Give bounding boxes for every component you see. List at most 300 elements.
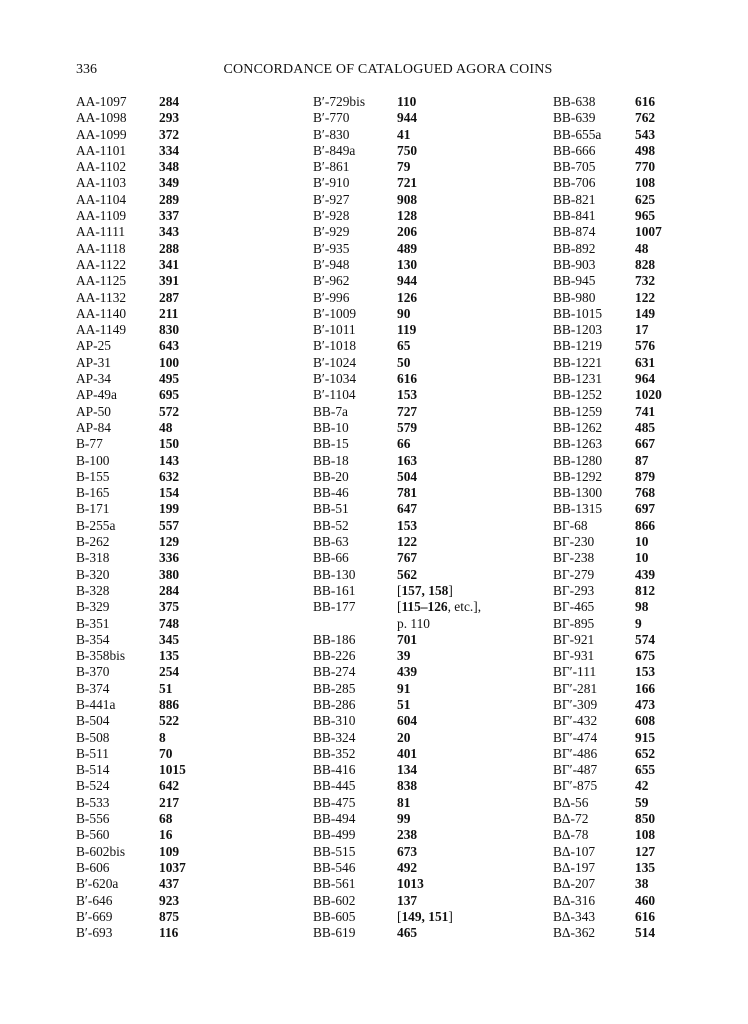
inventory-number: BΓ′-486 <box>553 745 598 761</box>
inventory-number: BB-980 <box>553 289 596 305</box>
catalogue-number: 98 <box>635 599 649 615</box>
catalogue-number: 20 <box>397 729 411 745</box>
catalogue-number: 127 <box>635 843 656 859</box>
catalogue-number: 697 <box>635 501 656 517</box>
catalogue-number: 154 <box>159 485 180 501</box>
catalogue-number: 108 <box>635 175 656 191</box>
inventory-number: BB-821 <box>553 191 596 207</box>
catalogue-number: 632 <box>159 468 180 484</box>
inventory-number: BB-655a <box>553 126 602 142</box>
catalogue-number: 288 <box>159 240 180 256</box>
catalogue-number: 334 <box>159 142 180 158</box>
inventory-number: AA-1140 <box>76 305 127 321</box>
catalogue-number: 498 <box>635 142 656 158</box>
catalogue-number: 348 <box>159 159 180 175</box>
catalogue-number: 767 <box>397 550 418 566</box>
inventory-number: BΓ-68 <box>553 517 588 533</box>
inventory-number: B-100 <box>76 452 110 468</box>
catalogue-number: 349 <box>159 175 180 191</box>
catalogue-number: 108 <box>635 827 656 843</box>
catalogue-number: 254 <box>159 664 180 680</box>
catalogue-number: 375 <box>159 599 180 615</box>
inventory-number: B′-646 <box>76 892 113 908</box>
inventory-number: BB-639 <box>553 110 596 126</box>
inventory-number: BB-1263 <box>553 436 603 452</box>
catalogue-number: 59 <box>635 794 649 810</box>
catalogue-number: 642 <box>159 778 180 794</box>
inventory-number: AA-1104 <box>76 191 127 207</box>
inventory-number: BB-285 <box>313 680 356 696</box>
catalogue-number: 129 <box>159 534 180 550</box>
inventory-number: BΓ-921 <box>553 631 595 647</box>
catalogue-number: 50 <box>397 354 411 370</box>
catalogue-number: 750 <box>397 142 418 158</box>
inventory-number: B′-770 <box>313 110 350 126</box>
inventory-number: AA-1122 <box>76 256 127 272</box>
catalogue-number: 460 <box>635 892 656 908</box>
inventory-number: B′-1009 <box>313 305 357 321</box>
catalogue-number: 284 <box>159 94 180 109</box>
catalogue-number: 439 <box>635 566 656 582</box>
inventory-number: BB-416 <box>313 762 356 778</box>
catalogue-number: 492 <box>397 859 418 875</box>
inventory-number: BB-226 <box>313 648 356 664</box>
inventory-number: BΓ′-281 <box>553 680 598 696</box>
inventory-number: BB-1221 <box>553 354 603 370</box>
inventory-number: BB-1280 <box>553 452 603 468</box>
catalogue-number: 727 <box>397 403 418 419</box>
inventory-number: AA-1103 <box>76 175 127 191</box>
catalogue-number: 673 <box>397 843 418 859</box>
catalogue-number: 886 <box>159 696 180 712</box>
inventory-number: B′-996 <box>313 289 350 305</box>
inventory-number: BΔ-362 <box>553 925 596 941</box>
inventory-number: AA-1101 <box>76 142 127 158</box>
catalogue-number: 16 <box>159 827 173 843</box>
catalogue-number: 616 <box>635 94 656 109</box>
inventory-number: BB-1231 <box>553 371 603 387</box>
inventory-number: BΓ-931 <box>553 648 595 664</box>
catalogue-number: 119 <box>397 322 417 338</box>
inventory-number: BB-475 <box>313 794 356 810</box>
catalogue-number: 1015 <box>159 762 186 778</box>
catalogue-number: 1013 <box>397 876 424 892</box>
catalogue-number: 923 <box>159 892 180 908</box>
inventory-number: BB-841 <box>553 208 596 224</box>
catalogue-number: 944 <box>397 110 418 126</box>
inventory-number: BΔ-343 <box>553 908 596 924</box>
catalogue-number: 401 <box>397 745 418 761</box>
catalogue-number: 81 <box>397 794 411 810</box>
catalogue-number: 100 <box>159 354 180 370</box>
inventory-number: BB-46 <box>313 485 349 501</box>
inventory-number: BΓ′-432 <box>553 713 598 729</box>
inventory-number: BB-602 <box>313 892 356 908</box>
catalogue-number: 1007 <box>635 224 662 240</box>
catalogue-number: 701 <box>397 631 418 647</box>
inventory-number: BΓ-293 <box>553 582 595 598</box>
inventory-number: B-171 <box>76 501 110 517</box>
inventory-number: AA-1098 <box>76 110 127 126</box>
inventory-number: B′-927 <box>313 191 350 207</box>
catalogue-number: 372 <box>159 126 180 142</box>
inventory-number: BΔ-78 <box>553 827 589 843</box>
inventory-number: BΓ-238 <box>553 550 595 566</box>
catalogue-number: 66 <box>397 436 411 452</box>
inventory-number: BB-274 <box>313 664 356 680</box>
catalogue-number: 576 <box>635 338 656 354</box>
inventory-number: BΔ-72 <box>553 811 589 827</box>
inventory-number: BB-903 <box>553 256 596 272</box>
inventory-number: BB-51 <box>313 501 349 517</box>
catalogue-number: 391 <box>159 273 180 289</box>
inventory-number: BB-1015 <box>553 305 603 321</box>
inventory-number: B′-1018 <box>313 338 357 354</box>
inventory-number: BB-18 <box>313 452 349 468</box>
inventory-number: AA-1118 <box>76 240 126 256</box>
inventory-number: BΔ-107 <box>553 843 596 859</box>
catalogue-reference-pre: [ <box>397 582 402 598</box>
catalogue-reference <box>397 599 481 615</box>
catalogue-number: 675 <box>635 648 656 664</box>
inventory-number: B-329 <box>76 599 110 615</box>
inventory-number: B-504 <box>76 713 110 729</box>
catalogue-number: 495 <box>159 371 180 387</box>
catalogue-number: 238 <box>397 827 418 843</box>
inventory-number: BB-20 <box>313 468 349 484</box>
catalogue-number: 153 <box>397 517 418 533</box>
inventory-number: BB-499 <box>313 827 356 843</box>
inventory-number: BΓ-465 <box>553 599 595 615</box>
catalogue-number: 135 <box>635 859 656 875</box>
inventory-number: BB-7a <box>313 403 348 419</box>
catalogue-number: 343 <box>159 224 180 240</box>
catalogue-number: 122 <box>397 534 418 550</box>
catalogue-number: 473 <box>635 696 656 712</box>
catalogue-number: 110 <box>397 94 417 109</box>
catalogue-number: 70 <box>159 745 173 761</box>
catalogue-number: 90 <box>397 305 411 321</box>
inventory-number: BB-1315 <box>553 501 603 517</box>
inventory-number: AA-1099 <box>76 126 127 142</box>
catalogue-number: 42 <box>635 778 649 794</box>
inventory-number: B-556 <box>76 811 110 827</box>
catalogue-number: 908 <box>397 191 418 207</box>
inventory-number: BΓ′-111 <box>553 664 597 680</box>
inventory-number: BB-177 <box>313 599 356 615</box>
catalogue-number: 437 <box>159 876 180 892</box>
inventory-number: BB-561 <box>313 876 356 892</box>
catalogue-number: 38 <box>635 876 649 892</box>
inventory-number: B-358bis <box>76 648 126 664</box>
catalogue-number: 879 <box>635 468 656 484</box>
inventory-number: BB-1252 <box>553 387 603 403</box>
catalogue-number: 199 <box>159 501 180 517</box>
catalogue-number: 485 <box>635 419 656 435</box>
catalogue-number: 748 <box>159 615 180 631</box>
catalogue-number: 380 <box>159 566 180 582</box>
catalogue-number: 91 <box>397 680 411 696</box>
catalogue-number: 217 <box>159 794 180 810</box>
inventory-number: BB-10 <box>313 419 349 435</box>
catalogue-reference-pre: [ <box>397 599 402 615</box>
inventory-number: BB-494 <box>313 811 356 827</box>
inventory-number: AP-84 <box>76 419 111 435</box>
catalogue-number: 439 <box>397 664 418 680</box>
inventory-number: B-165 <box>76 485 110 501</box>
catalogue-number: 625 <box>635 191 656 207</box>
catalogue-number: 875 <box>159 908 180 924</box>
catalogue-number: 643 <box>159 338 180 354</box>
catalogue-number: 579 <box>397 419 418 435</box>
inventory-number: BΓ-279 <box>553 566 595 582</box>
inventory-number: B′-1104 <box>313 387 356 403</box>
inventory-number: BB-892 <box>553 240 596 256</box>
inventory-number: B-441a <box>76 696 116 712</box>
inventory-number: B′-948 <box>313 256 350 272</box>
catalogue-reference-post: ] <box>448 908 453 924</box>
inventory-number: B′-1011 <box>313 322 356 338</box>
inventory-number: B-351 <box>76 615 110 631</box>
inventory-number: BB-15 <box>313 436 349 452</box>
inventory-number: B-77 <box>76 436 103 452</box>
inventory-number: BB-666 <box>553 142 596 158</box>
catalogue-number: 1020 <box>635 387 662 403</box>
catalogue-number: 838 <box>397 778 418 794</box>
catalogue-number: 762 <box>635 110 656 126</box>
catalogue-number: 345 <box>159 631 180 647</box>
inventory-number: AA-1102 <box>76 159 127 175</box>
inventory-number: AP-50 <box>76 403 111 419</box>
inventory-number: BB-1203 <box>553 322 603 338</box>
catalogue-number: 65 <box>397 338 411 354</box>
catalogue-number: 17 <box>635 322 649 338</box>
catalogue-number: 79 <box>397 159 411 175</box>
catalogue-reference-post: , etc.], <box>447 599 482 615</box>
inventory-number: BB-1259 <box>553 403 603 419</box>
catalogue-reference <box>397 909 453 925</box>
catalogue-number: 695 <box>159 387 180 403</box>
inventory-number: AA-1132 <box>76 289 127 305</box>
catalogue-number: 150 <box>159 436 180 452</box>
inventory-number: B-155 <box>76 468 110 484</box>
inventory-number: AP-25 <box>76 338 111 354</box>
catalogue-number: 39 <box>397 648 411 664</box>
inventory-number: BB-63 <box>313 534 349 550</box>
catalogue-number: 647 <box>397 501 418 517</box>
catalogue-number: 87 <box>635 452 649 468</box>
inventory-number: BΔ-197 <box>553 859 596 875</box>
catalogue-number: 135 <box>159 648 180 664</box>
catalogue-number: 337 <box>159 208 180 224</box>
inventory-number: BB-619 <box>313 925 356 941</box>
page-header <box>76 62 672 82</box>
catalogue-number: 830 <box>159 322 180 338</box>
catalogue-number: 336 <box>159 550 180 566</box>
catalogue-reference-bold: 157, 158 <box>401 582 449 598</box>
catalogue-reference <box>397 583 453 599</box>
catalogue-number: 293 <box>159 110 180 126</box>
catalogue-number: 574 <box>635 631 656 647</box>
catalogue-number: 143 <box>159 452 180 468</box>
inventory-number: B-606 <box>76 859 110 875</box>
catalogue-number: 667 <box>635 436 656 452</box>
catalogue-number: 964 <box>635 371 656 387</box>
inventory-number: BΓ′-487 <box>553 762 598 778</box>
catalogue-number: 122 <box>635 289 656 305</box>
inventory-number: B′-935 <box>313 240 350 256</box>
inventory-number: B′-929 <box>313 224 350 240</box>
inventory-number: B-374 <box>76 680 110 696</box>
inventory-number: B-370 <box>76 664 110 680</box>
inventory-number: B-320 <box>76 566 110 582</box>
catalogue-number: 741 <box>635 403 656 419</box>
inventory-number: B′-1024 <box>313 354 357 370</box>
inventory-number: BB-1219 <box>553 338 603 354</box>
inventory-number: B′-962 <box>313 273 350 289</box>
catalogue-number: 504 <box>397 468 418 484</box>
catalogue-number: 68 <box>159 811 173 827</box>
inventory-number: B-560 <box>76 827 110 843</box>
catalogue-number: 48 <box>635 240 649 256</box>
catalogue-number: 48 <box>159 419 173 435</box>
catalogue-number: 944 <box>397 273 418 289</box>
running-title: CONCORDANCE OF CATALOGUED AGORA COINS <box>223 62 553 77</box>
inventory-number: BB-638 <box>553 94 596 109</box>
inventory-number: BB-705 <box>553 159 596 175</box>
catalogue-number: 163 <box>397 452 418 468</box>
inventory-number: BB-130 <box>313 566 356 582</box>
catalogue-number: 572 <box>159 403 180 419</box>
catalogue-number: 341 <box>159 256 180 272</box>
catalogue-number: 604 <box>397 713 418 729</box>
inventory-number: B-533 <box>76 794 110 810</box>
catalogue-number: 608 <box>635 713 656 729</box>
inventory-number: BB-445 <box>313 778 356 794</box>
catalogue-number: 287 <box>159 289 180 305</box>
catalogue-number: 10 <box>635 550 649 566</box>
inventory-number: BB-515 <box>313 843 356 859</box>
catalogue-number: 770 <box>635 159 656 175</box>
catalogue-number: 166 <box>635 680 656 696</box>
inventory-number: BΔ-316 <box>553 892 596 908</box>
inventory-number: BΓ-895 <box>553 615 595 631</box>
catalogue-number: 557 <box>159 517 180 533</box>
catalogue-number: 109 <box>159 843 180 859</box>
catalogue-reference-pre: [ <box>397 908 402 924</box>
inventory-number: BB-286 <box>313 696 356 712</box>
inventory-number: B′-729bis <box>313 94 366 109</box>
catalogue-reference-pre: p. 110 <box>397 615 430 631</box>
catalogue-number: 915 <box>635 729 656 745</box>
inventory-number: BΓ′-309 <box>553 696 598 712</box>
inventory-number: B-328 <box>76 582 110 598</box>
inventory-number: AP-49a <box>76 387 117 403</box>
inventory-number: B′-830 <box>313 126 350 142</box>
inventory-number: BB-1300 <box>553 485 603 501</box>
catalogue-number: 128 <box>397 208 418 224</box>
inventory-number: B′-861 <box>313 159 350 175</box>
inventory-number: BB-52 <box>313 517 349 533</box>
catalogue-number: 134 <box>397 762 418 778</box>
inventory-number: BΓ-230 <box>553 534 595 550</box>
inventory-number: BB-186 <box>313 631 356 647</box>
catalogue-number: 211 <box>159 305 179 321</box>
inventory-number: B-255a <box>76 517 116 533</box>
catalogue-number: 41 <box>397 126 411 142</box>
catalogue-number: 289 <box>159 191 180 207</box>
catalogue-number: 284 <box>159 582 180 598</box>
inventory-number: B-508 <box>76 729 110 745</box>
catalogue-number: 116 <box>159 925 179 941</box>
catalogue-number: 10 <box>635 534 649 550</box>
catalogue-number: 489 <box>397 240 418 256</box>
catalogue-reference-post: ] <box>448 582 453 598</box>
catalogue-number: 1037 <box>159 859 186 875</box>
catalogue-number: 616 <box>635 908 656 924</box>
catalogue-number: 812 <box>635 582 656 598</box>
inventory-number: BB-546 <box>313 859 356 875</box>
inventory-number: BB-945 <box>553 273 596 289</box>
inventory-number: B′-693 <box>76 925 113 941</box>
inventory-number: BB-1262 <box>553 419 603 435</box>
inventory-number: BB-874 <box>553 224 596 240</box>
catalogue-number: 126 <box>397 289 418 305</box>
catalogue-number: 149 <box>635 305 656 321</box>
catalogue-number: 543 <box>635 126 656 142</box>
catalogue-number: 631 <box>635 354 656 370</box>
inventory-number: BB-310 <box>313 713 356 729</box>
catalogue-number: 655 <box>635 762 656 778</box>
inventory-number: B′-669 <box>76 908 113 924</box>
catalogue-number: 99 <box>397 811 411 827</box>
inventory-number: BΔ-56 <box>553 794 589 810</box>
inventory-number: BΓ′-875 <box>553 778 598 794</box>
page-number: 336 <box>76 62 97 77</box>
inventory-number: B′-910 <box>313 175 350 191</box>
inventory-number: AP-31 <box>76 354 111 370</box>
catalogue-number: 522 <box>159 713 180 729</box>
inventory-number: B′-849a <box>313 142 356 158</box>
catalogue-number: 514 <box>635 925 656 941</box>
inventory-number: BΔ-207 <box>553 876 596 892</box>
inventory-number: BB-324 <box>313 729 356 745</box>
inventory-number: B′-620a <box>76 876 119 892</box>
inventory-number: B-511 <box>76 745 109 761</box>
inventory-number: BB-1292 <box>553 468 603 484</box>
catalogue-number: 153 <box>635 664 656 680</box>
catalogue-reference <box>397 616 430 632</box>
catalogue-number: 732 <box>635 273 656 289</box>
catalogue-number: 51 <box>397 696 411 712</box>
inventory-number: B-602bis <box>76 843 126 859</box>
catalogue-number: 465 <box>397 925 418 941</box>
inventory-number: AA-1111 <box>76 224 126 240</box>
catalogue-number: 965 <box>635 208 656 224</box>
catalogue-reference-bold: 149, 151 <box>401 908 449 924</box>
catalogue-number: 616 <box>397 371 418 387</box>
catalogue-number: 828 <box>635 256 656 272</box>
catalogue-number: 652 <box>635 745 656 761</box>
catalogue-number: 137 <box>397 892 418 908</box>
inventory-number: BB-352 <box>313 745 356 761</box>
catalogue-number: 562 <box>397 566 418 582</box>
catalogue-number: 206 <box>397 224 418 240</box>
inventory-number: BB-605 <box>313 908 356 924</box>
catalogue-number: 153 <box>397 387 418 403</box>
catalogue-number: 130 <box>397 256 418 272</box>
inventory-number: AA-1149 <box>76 322 127 338</box>
